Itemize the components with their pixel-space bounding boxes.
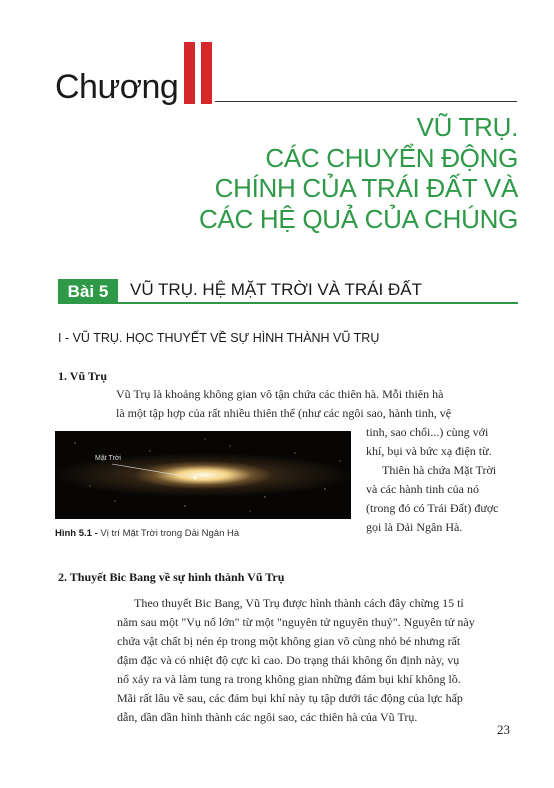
paragraph-line: và các hành tinh của nó (366, 482, 479, 496)
milky-way-image (55, 431, 351, 519)
paragraph-line: (trong đó có Trái Đất) được (366, 501, 499, 515)
chapter-divider (215, 101, 517, 102)
paragraph-line: khí, bụi và bức xạ điện từ. (366, 444, 492, 458)
chapter-title-line: CHÍNH CỦA TRÁI ĐẤT VÀ (214, 173, 518, 203)
figure-caption (55, 528, 239, 539)
subsection-heading: 1. Vũ Trụ (58, 369, 108, 383)
paragraph-line: Vũ Trụ là khoảng không gian vô tận chứa các thiên hà. Mỗi thiên hà (116, 387, 444, 401)
page-number: 23 (497, 722, 510, 737)
subsection-heading: 2. Thuyết Bic Bang về sự hình thành Vũ Trụ (58, 570, 285, 584)
paragraph-line (116, 385, 443, 404)
chapter-title-line: VŨ TRỤ. (416, 112, 518, 142)
paragraph-line: gọi là Dải Ngân Hà. (366, 520, 463, 534)
lesson-title: VŨ TRỤ. HỆ MẶT TRỜI VÀ TRÁI ĐẤT (130, 280, 422, 299)
paragraph-line: tinh, sao chổi...) cùng với (366, 425, 489, 439)
paragraph-line: là một tập hợp của rất nhiều thiên thể (như các ngôi sao, hành tinh, vệ (116, 406, 452, 420)
lesson-badge: Bài 5 (58, 279, 118, 304)
lesson-divider (118, 302, 518, 304)
chapter-title-line: CÁC CHUYỂN ĐỘNG (265, 142, 518, 173)
paragraph-line: Mãi rất lâu về sau, các đám bụi khí này tụ tập dưới tác động của lực hấp (117, 691, 463, 705)
caption-text: Vị trí Mặt Trời trong Dải Ngân Hà (100, 528, 240, 539)
paragraph-line: Thiên hà chứa Mặt Trời (382, 463, 497, 477)
paragraph-line: đậm đặc và có nhiệt độ cực kì cao. Do trạng thái không ổn định này, vụ (117, 653, 460, 667)
paragraph-line: Theo thuyết Bic Bang, Vũ Trụ được hình thành cách đây chừng 15 tỉ (134, 596, 464, 610)
paragraph-line: chứa vật chất bị nén ép trong một không gian vô cùng nhỏ bé nhưng rất (117, 634, 461, 648)
paragraph-wrap (366, 423, 499, 537)
bic-bang-paragraph (0, 594, 554, 727)
paragraph-line: nổ xảy ra và làm tung ra trong không gian những đám bụi khí không lồ. (117, 672, 461, 686)
chapter-title-line: CÁC HỆ QUẢ CỦA CHÚNG (198, 203, 518, 234)
chapter-word: Chương (55, 68, 179, 106)
milky-way-illustration (55, 431, 351, 519)
paragraph-line: năm sau một "Vụ nổ lớn" từ một "nguyên tử nguyên thuỷ". Nguyên tử này (117, 615, 475, 629)
caption-number: Hình 5.1 - (55, 528, 98, 539)
chapter-numeral (184, 42, 214, 104)
paragraph-line (116, 404, 451, 423)
sun-label: Mặt Trời (95, 455, 121, 462)
chapter-title (190, 112, 518, 234)
section-heading: I - VŨ TRỤ. HỌC THUYẾT VỀ SỰ HÌNH THÀNH VŨ TRỤ (58, 331, 380, 345)
paragraph-line: dẫn, dần dần hình thành các ngôi sao, các thiên hà của Vũ Trụ. (117, 710, 418, 724)
